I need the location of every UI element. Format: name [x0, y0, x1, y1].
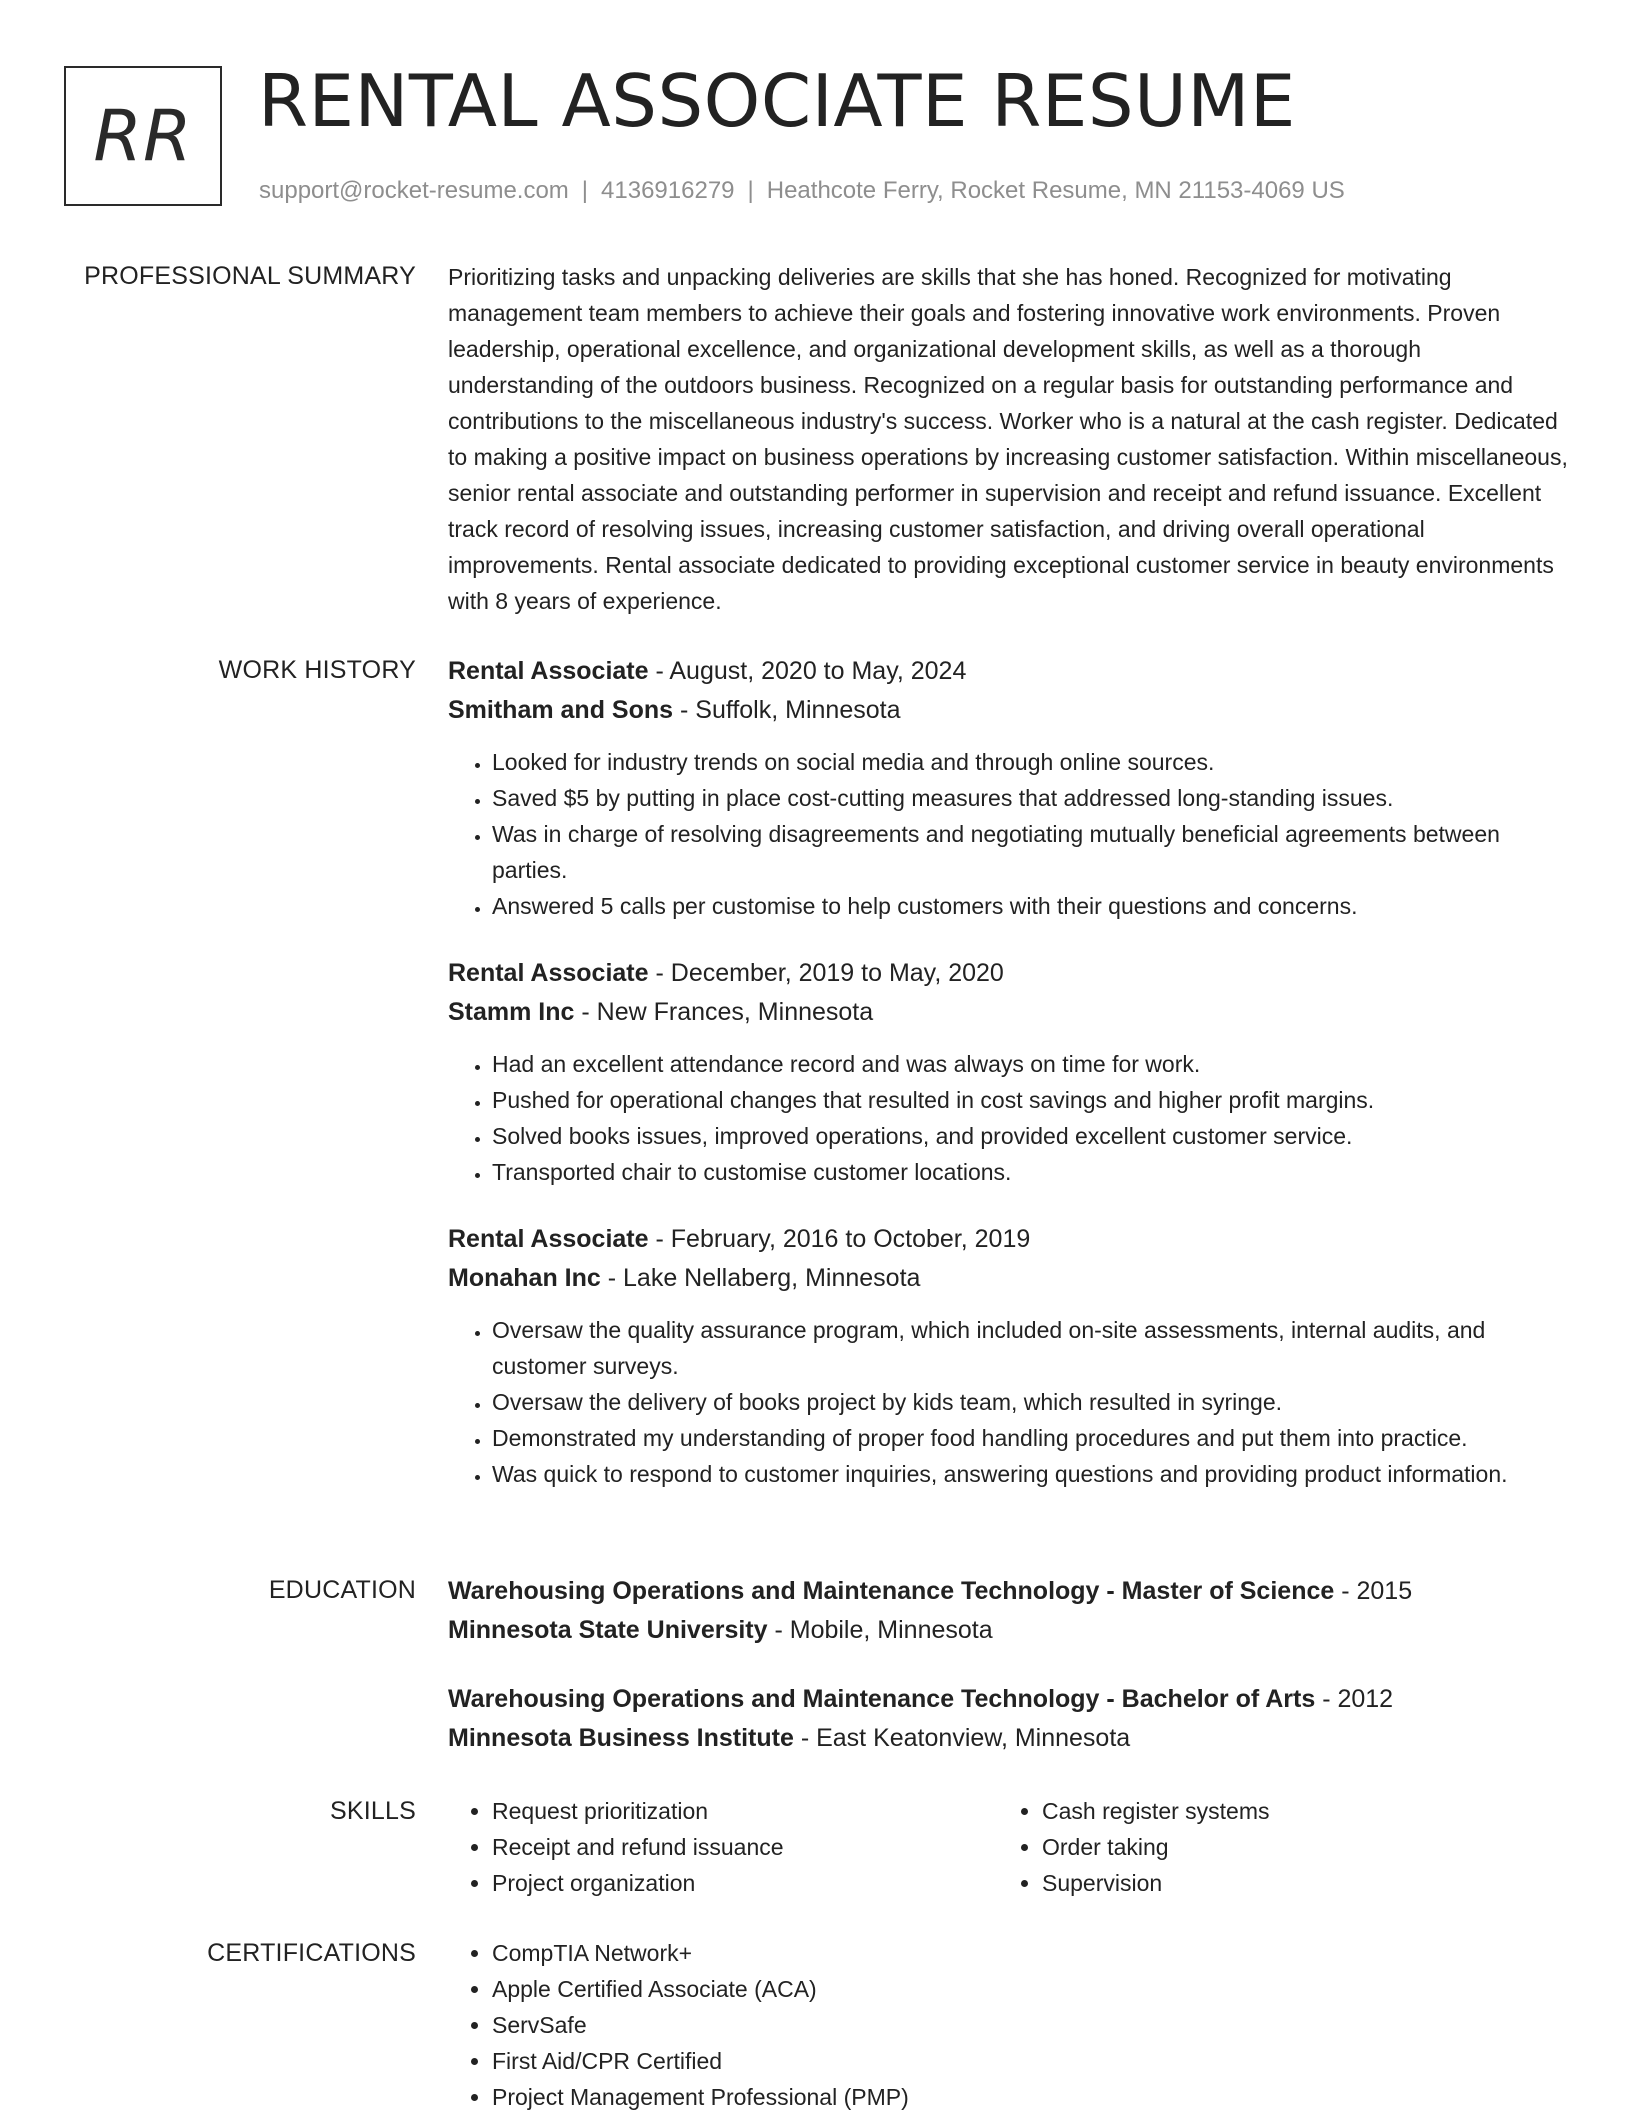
job-entry — [448, 954, 1568, 1190]
list-item: • Pushed for operational changes that resulted in cost savings and higher profit margins. — [492, 1082, 1568, 1118]
job-bullets — [448, 1312, 1568, 1492]
list-item: • Looked for industry trends on social media and through online sources. — [492, 744, 1568, 780]
job-dates: - February, 2016 to October, 2019 — [648, 1225, 1031, 1253]
list-item: • Answered 5 calls per customise to help customers with their questions and concerns. — [492, 888, 1568, 924]
school-location: - East Keatonview, Minnesota — [793, 1724, 1131, 1752]
list-item: • Order taking — [1042, 1829, 1548, 1865]
contact-line — [259, 176, 1345, 206]
section-label-skills: SKILLS — [330, 1797, 416, 1825]
job-company: Monahan Inc — [448, 1264, 601, 1292]
job-location: - New Frances, Minnesota — [574, 998, 874, 1026]
list-item: • Request prioritization — [492, 1793, 998, 1829]
list-item: • Supervision — [1042, 1865, 1548, 1901]
job-bullets — [448, 744, 1568, 924]
list-item: • Was quick to respond to customer inquiries, answering questions and providing product information. — [492, 1456, 1568, 1492]
skills-column-right — [998, 1793, 1548, 1901]
list-item: • Saved $5 by putting in place cost-cutting measures that addressed long-standing issues. — [492, 780, 1568, 816]
contact-email[interactable]: support@rocket-resume.com — [259, 177, 569, 204]
job-company: Stamm Inc — [448, 998, 575, 1026]
job-location: - Suffolk, Minnesota — [673, 696, 901, 724]
list-item: • Project organization — [492, 1865, 998, 1901]
page-title: RENTAL ASSOCIATE RESUME — [258, 59, 1296, 143]
job-title: Rental Associate — [448, 657, 649, 685]
contact-phone[interactable]: 4136916279 — [601, 177, 735, 204]
degree-year: - 2012 — [1315, 1685, 1394, 1713]
job-entry — [448, 652, 1568, 924]
list-item: • CompTIA Network+ — [492, 1935, 1568, 1971]
list-item: • ServSafe — [492, 2007, 1568, 2043]
list-item: • Project Management Professional (PMP) — [492, 2079, 1568, 2115]
school-location: - Mobile, Minnesota — [767, 1616, 993, 1644]
job-title: Rental Associate — [448, 1225, 649, 1253]
list-item: • Was in charge of resolving disagreements and negotiating mutually beneficial agreements between parties. — [492, 816, 1568, 888]
job-dates: - August, 2020 to May, 2024 — [648, 657, 967, 685]
monogram-initials: RR — [64, 66, 222, 206]
section-label-work-history: WORK HISTORY — [218, 656, 416, 684]
school-line — [448, 1611, 1568, 1650]
list-item: • Oversaw the quality assurance program, which included on-site assessments, internal audits, and customer surveys. — [492, 1312, 1568, 1384]
list-item: • Had an excellent attendance record and was always on time for work. — [492, 1046, 1568, 1082]
job-location: - Lake Nellaberg, Minnesota — [600, 1264, 921, 1292]
skills-grid — [448, 1793, 1568, 1901]
school-name: Minnesota Business Institute — [448, 1724, 794, 1752]
section-label-education: EDUCATION — [268, 1576, 416, 1604]
degree-line — [448, 1572, 1568, 1611]
job-company-line — [448, 691, 1568, 730]
list-item: • Demonstrated my understanding of proper food handling procedures and put them into practice. — [492, 1420, 1568, 1456]
education-entry — [448, 1680, 1568, 1758]
contact-address: Heathcote Ferry, Rocket Resume, MN 21153-4069 US — [766, 177, 1345, 204]
list-item: • Oversaw the delivery of books project by kids team, which resulted in syringe. — [492, 1384, 1568, 1420]
job-title: Rental Associate — [448, 959, 649, 987]
job-company-line — [448, 1259, 1568, 1298]
section-label-summary: PROFESSIONAL SUMMARY — [84, 262, 416, 290]
job-title-line — [448, 652, 1568, 691]
degree-name: Warehousing Operations and Maintenance Technology - Master of Science — [448, 1577, 1335, 1605]
list-item: • Receipt and refund issuance — [492, 1829, 998, 1865]
degree-year: - 2015 — [1334, 1577, 1413, 1605]
degree-line — [448, 1680, 1568, 1719]
job-dates: - December, 2019 to May, 2020 — [648, 959, 1004, 987]
contact-separator: | — [747, 177, 754, 204]
list-item: • Transported chair to customise customer locations. — [492, 1154, 1568, 1190]
list-item: • Apple Certified Associate (ACA) — [492, 1971, 1568, 2007]
list-item: • First Aid/CPR Certified — [492, 2043, 1568, 2079]
list-item: • Solved books issues, improved operations, and provided excellent customer service. — [492, 1118, 1568, 1154]
contact-separator: | — [581, 177, 589, 204]
degree-name: Warehousing Operations and Maintenance Technology - Bachelor of Arts — [448, 1685, 1316, 1713]
job-company: Smitham and Sons — [448, 696, 674, 724]
education-entry — [448, 1572, 1568, 1650]
certifications-list — [448, 1935, 1568, 2115]
job-company-line — [448, 993, 1568, 1032]
section-label-certifications: CERTIFICATIONS — [207, 1939, 416, 1967]
skills-column-left — [448, 1793, 998, 1901]
school-line — [448, 1719, 1568, 1758]
job-title-line — [448, 1220, 1568, 1259]
job-bullets — [448, 1046, 1568, 1190]
school-name: Minnesota State University — [448, 1616, 768, 1644]
summary-text: Prioritizing tasks and unpacking deliveries are skills that she has honed. Recognized for motivating management team members to achieve their goals and fostering innovative work environments. Proven leadership, operational excellence, and organizational development skills, as well as a thorough understanding of the outdoors business. Recognized on a regular basis for outstanding performance and contributions to the miscellaneous industry's success. Worker who is a natural at the cash register. Dedicated to making a positive impact on business operations by increasing customer satisfaction. Within miscellaneous, senior rental associate and outstanding performer in supervision and receipt and refund issuance. Excellent track record of resolving issues, increasing customer satisfaction, and driving overall operational improvements. Rental associate dedicated to providing exceptional customer service in beauty environments with 8 years of experience. — [448, 264, 1568, 614]
job-entry — [448, 1220, 1568, 1492]
job-title-line — [448, 954, 1568, 993]
list-item: • Cash register systems — [1042, 1793, 1548, 1829]
